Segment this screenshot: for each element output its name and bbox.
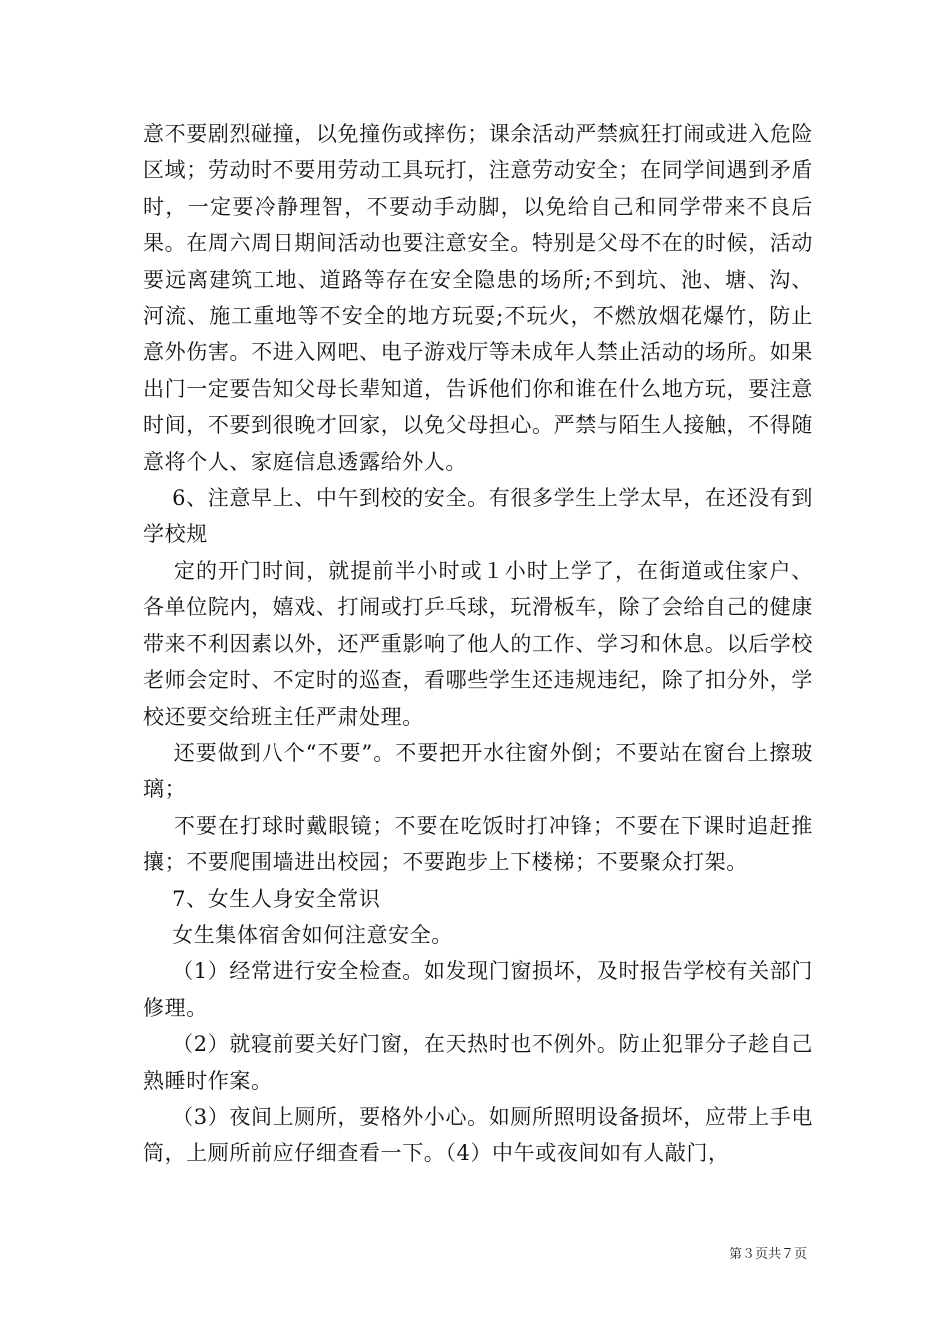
paragraph-2: 6、注意早上、中午到校的安全。有很多学生上学太早，在还没有到学校规 — [143, 486, 813, 547]
paragraph-7: 女生集体宿舍如何注意安全。 — [143, 922, 453, 947]
paragraph-4: 还要做到八个“不要”。不要把开水往窗外倒；不要站在窗台上擦玻璃； — [143, 740, 813, 802]
paragraph-6: 7、女生人身安全常识 — [143, 886, 381, 911]
page-number-footer: 第３页共７页 — [728, 1247, 807, 1262]
paragraph-9: （2）就寝前要关好门窗，在天热时也不例外。防止犯罪分子趁自己熟睡时作案。 — [143, 1032, 813, 1093]
paragraph-10: （3）夜间上厕所，要格外小心。如厕所照明设备损坏，应带上手电筒，上厕所前应仔细查看一下。（4）中午或夜间如有人敲门， — [143, 1104, 813, 1166]
paragraph-1: 意不要剧烈碰撞，以免撞伤或摔伤；课余活动严禁疯狂打闹或进入危险区域；劳动时不要用劳动工具玩打，注意劳动安全；在同学间遇到矛盾时，一定要冷静理智，不要动手动脚，以免给自己和同学带来不良后果。在周六周日期间活动也要注意安全。特别是父母不在的时候，活动要远离建筑工地、道路等存在安全隐患的场所;不到坑、池、塘、沟、河流、施工重地等不安全的地方玩耍;不玩火，不燃放烟花爆竹，防止意外伤害。不进入网吧、电子游戏厅等未成年人禁止活动的场所。如果出门一定要告知父母长辈知道，告诉他们你和谁在什么地方玩，要注意时间，不要到很晚才回家，以免父母担心。严禁与陌生人接触，不得随意将个人、家庭信息透露给外人。 — [143, 122, 813, 474]
document-body — [143, 116, 813, 1172]
paragraph-3: 定的开门时间，就提前半小时或１小时上学了，在街道或住家户、各单位院内，嬉戏、打闹或打乒乓球，玩滑板车，除了会给自己的健康带来不利因素以外，还严重影响了他人的工作、学习和休息。以后学校老师会定时、不定时的巡查，看哪些学生还违规违纪，除了扣分外，学校还要交给班主任严肃处理。 — [143, 558, 813, 729]
paragraph-8: （1）经常进行安全检查。如发现门窗损坏，及时报告学校有关部门修理。 — [143, 959, 813, 1020]
paragraph-5: 不要在打球时戴眼镜；不要在吃饭时打冲锋；不要在下课时追赶推攘；不要爬围墙进出校园；不要跑步上下楼梯；不要聚众打架。 — [143, 813, 813, 875]
